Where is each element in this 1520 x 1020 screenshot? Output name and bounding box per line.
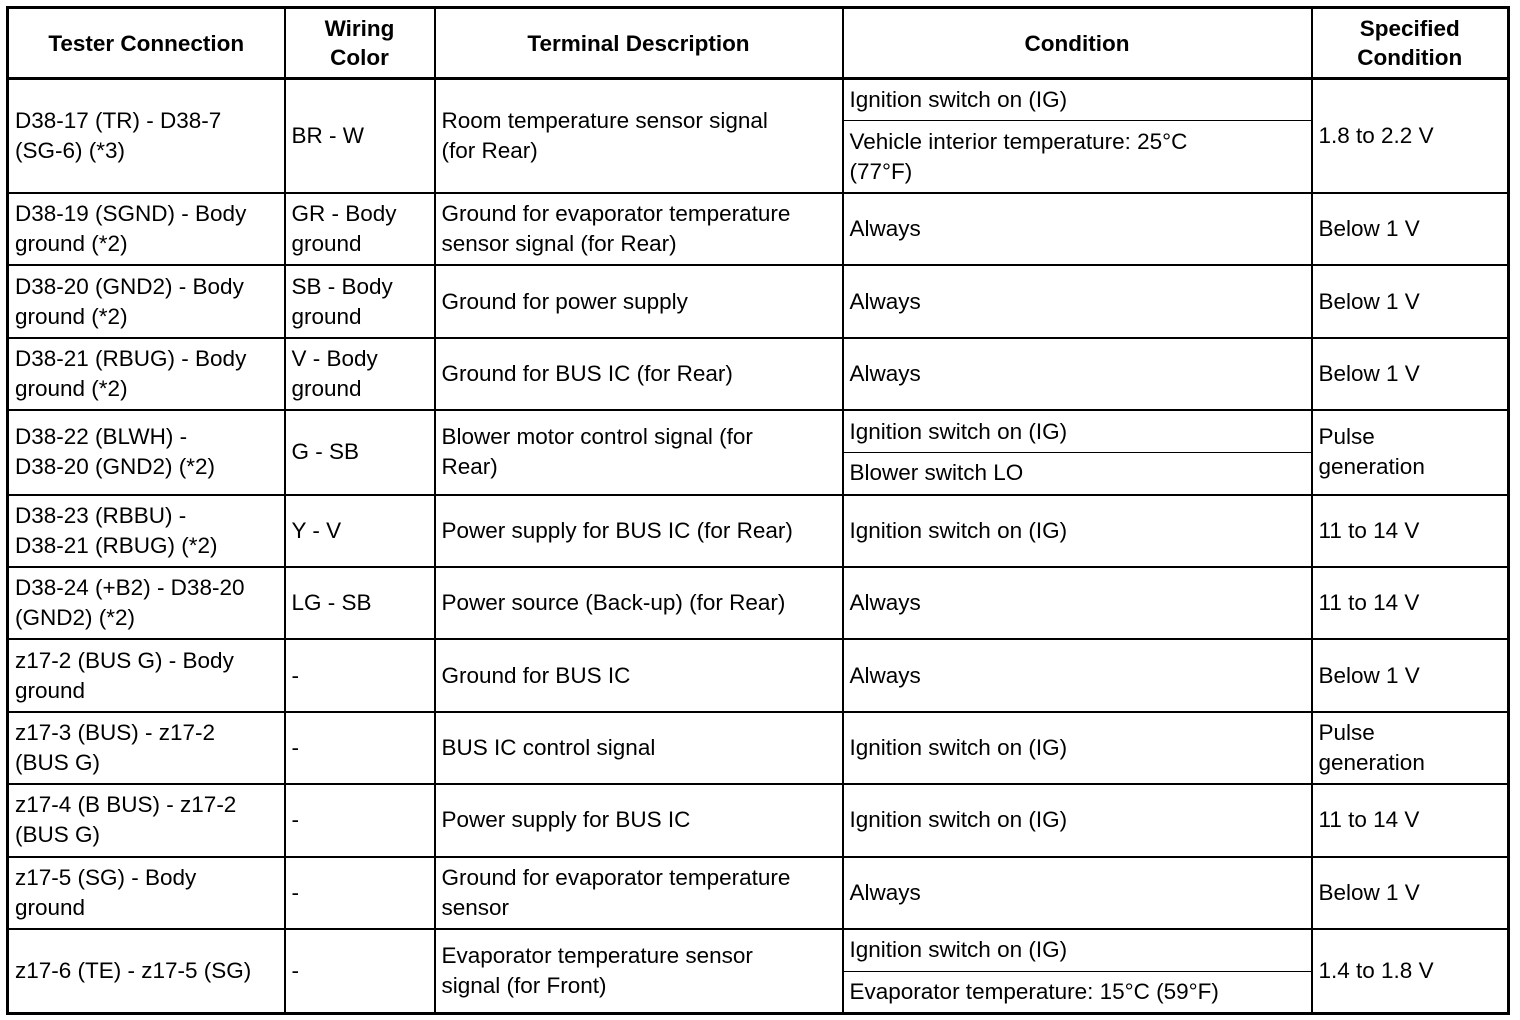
specified-condition-cell: 11 to 14 V xyxy=(1312,567,1509,639)
header-condition: Condition xyxy=(843,8,1312,79)
tester-connection-cell: D38-24 (+B2) - D38-20 (GND2) (*2) xyxy=(8,567,285,639)
terminal-description-cell: Ground for evaporator temperature sensor xyxy=(435,857,843,929)
condition-cell: Blower switch LO xyxy=(843,452,1312,494)
specified-condition-cell: 11 to 14 V xyxy=(1312,784,1509,856)
condition-cell: Always xyxy=(843,338,1312,410)
condition-cell: Always xyxy=(843,265,1312,337)
condition-cell: Ignition switch on (IG) xyxy=(843,495,1312,567)
table-row xyxy=(8,338,1509,410)
terminal-description-cell: Power source (Back-up) (for Rear) xyxy=(435,567,843,639)
terminal-description-cell: Power supply for BUS IC (for Rear) xyxy=(435,495,843,567)
tester-connection-cell: z17-2 (BUS G) - Body ground xyxy=(8,639,285,711)
condition-cell: Always xyxy=(843,857,1312,929)
tester-connection-cell: z17-4 (B BUS) - z17-2 (BUS G) xyxy=(8,784,285,856)
condition-cell: Ignition switch on (IG) xyxy=(843,784,1312,856)
wiring-color-cell: - xyxy=(285,712,435,784)
condition-cell: Always xyxy=(843,567,1312,639)
header-specified-condition: Specified Condition xyxy=(1312,8,1509,79)
terminal-description-cell: Ground for BUS IC (for Rear) xyxy=(435,338,843,410)
condition-cell: Ignition switch on (IG) xyxy=(843,929,1312,971)
wiring-color-cell: - xyxy=(285,929,435,1014)
specified-condition-cell: 11 to 14 V xyxy=(1312,495,1509,567)
wiring-color-cell: Y - V xyxy=(285,495,435,567)
table-row xyxy=(8,193,1509,265)
wiring-color-cell: GR - Body ground xyxy=(285,193,435,265)
condition-cell: Always xyxy=(843,193,1312,265)
specified-condition-cell: Below 1 V xyxy=(1312,338,1509,410)
specified-condition-cell: Below 1 V xyxy=(1312,193,1509,265)
tester-connection-cell: D38-19 (SGND) - Body ground (*2) xyxy=(8,193,285,265)
header-tester-connection: Tester Connection xyxy=(8,8,285,79)
header-terminal-description: Terminal Description xyxy=(435,8,843,79)
specified-condition-cell: Below 1 V xyxy=(1312,265,1509,337)
table-row xyxy=(8,265,1509,337)
tester-connection-cell: z17-6 (TE) - z17-5 (SG) xyxy=(8,929,285,1014)
tester-connection-cell: D38-20 (GND2) - Body ground (*2) xyxy=(8,265,285,337)
condition-cell: Ignition switch on (IG) xyxy=(843,712,1312,784)
specified-condition-cell: 1.8 to 2.2 V xyxy=(1312,79,1509,194)
condition-cell: Ignition switch on (IG) xyxy=(843,79,1312,121)
table-row xyxy=(8,712,1509,784)
wiring-color-cell: - xyxy=(285,639,435,711)
wiring-color-cell: V - Body ground xyxy=(285,338,435,410)
tester-connection-cell: z17-3 (BUS) - z17-2 (BUS G) xyxy=(8,712,285,784)
specified-condition-cell: Below 1 V xyxy=(1312,857,1509,929)
table-row xyxy=(8,567,1509,639)
header-wiring-color: Wiring Color xyxy=(285,8,435,79)
specified-condition-cell: 1.4 to 1.8 V xyxy=(1312,929,1509,1014)
tester-connection-cell: z17-5 (SG) - Body ground xyxy=(8,857,285,929)
tester-connection-cell: D38-22 (BLWH) - D38-20 (GND2) (*2) xyxy=(8,410,285,494)
tester-connection-cell: D38-21 (RBUG) - Body ground (*2) xyxy=(8,338,285,410)
wiring-color-cell: G - SB xyxy=(285,410,435,494)
terminal-description-cell: BUS IC control signal xyxy=(435,712,843,784)
condition-cell: Always xyxy=(843,639,1312,711)
terminal-description-cell: Evaporator temperature sensor signal (for Front) xyxy=(435,929,843,1014)
specified-condition-cell: Below 1 V xyxy=(1312,639,1509,711)
table-row xyxy=(8,857,1509,929)
table-row xyxy=(8,639,1509,711)
terminal-description-cell: Ground for evaporator temperature sensor signal (for Rear) xyxy=(435,193,843,265)
tester-connection-cell: D38-23 (RBBU) - D38-21 (RBUG) (*2) xyxy=(8,495,285,567)
table-row xyxy=(8,929,1509,971)
table-row xyxy=(8,495,1509,567)
table-row xyxy=(8,79,1509,121)
condition-cell: Vehicle interior temperature: 25°C (77°F) xyxy=(843,121,1312,193)
wiring-color-cell: BR - W xyxy=(285,79,435,194)
terminal-description-cell: Blower motor control signal (for Rear) xyxy=(435,410,843,494)
condition-cell: Evaporator temperature: 15°C (59°F) xyxy=(843,971,1312,1013)
specified-condition-cell: Pulse generation xyxy=(1312,410,1509,494)
terminal-description-cell: Ground for power supply xyxy=(435,265,843,337)
terminal-specification-table xyxy=(6,6,1510,1015)
table-row xyxy=(8,784,1509,856)
wiring-color-cell: LG - SB xyxy=(285,567,435,639)
wiring-color-cell: SB - Body ground xyxy=(285,265,435,337)
condition-cell: Ignition switch on (IG) xyxy=(843,410,1312,452)
tester-connection-cell: D38-17 (TR) - D38-7 (SG-6) (*3) xyxy=(8,79,285,194)
specified-condition-cell: Pulse generation xyxy=(1312,712,1509,784)
header-row xyxy=(8,8,1509,79)
terminal-description-cell: Ground for BUS IC xyxy=(435,639,843,711)
terminal-description-cell: Room temperature sensor signal (for Rear) xyxy=(435,79,843,194)
table-row xyxy=(8,410,1509,452)
wiring-color-cell: - xyxy=(285,857,435,929)
terminal-description-cell: Power supply for BUS IC xyxy=(435,784,843,856)
wiring-color-cell: - xyxy=(285,784,435,856)
